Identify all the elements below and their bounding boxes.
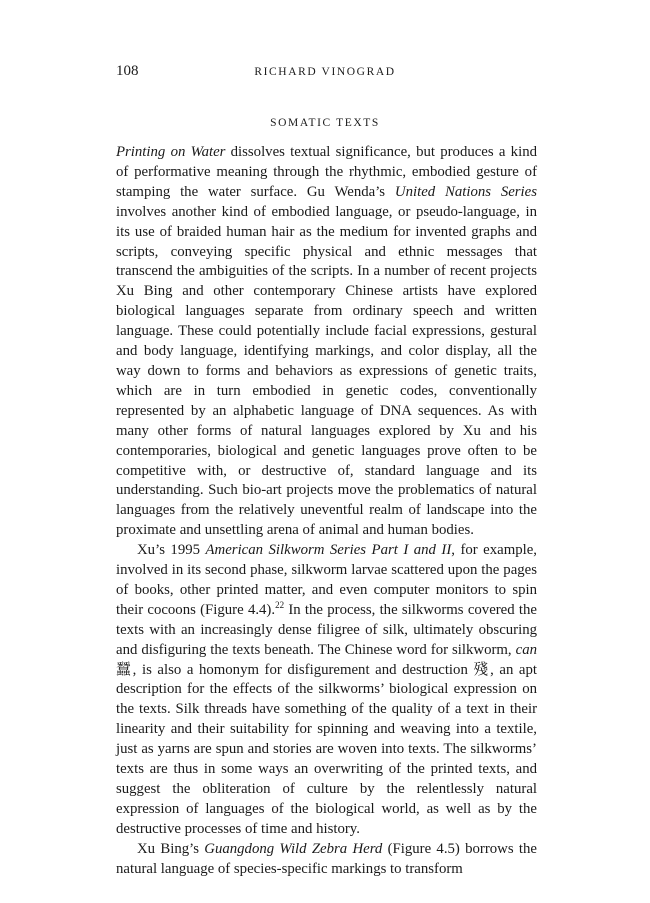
paragraph-text: (Figure 4.5) borrows the natural language of species-specific markings to transform bbox=[116, 840, 537, 877]
paragraph-text: , for example, involved in its second phase, silkworm larvae scattered upon the pages of books, other printed matter, and even computer monitors to spin their cocoons (Figure 4.4). bbox=[116, 542, 537, 618]
work-title: Guangdong Wild Zebra Herd bbox=[204, 840, 383, 857]
paragraph-text: 蠶, is also a homonym for disfigurement and destruction 殘, an apt description for the effects of the silkworms’ biological expression on the texts. Silk threads have something of the quality of a text in their linearity and their suitability for spinning and weaving into a textile, just as yarns are spun and stories are woven into texts. The silkworms’ texts are thus in some ways an overwriting of the printed texts, and suggest the obliteration of culture by the relentlessly natural expression of languages of the biological world, as well as by the destructive processes of time and history. bbox=[116, 661, 537, 837]
work-title: American Silkworm Series Part I and II bbox=[205, 542, 452, 559]
paragraph-text: Xu’s 1995 bbox=[137, 542, 206, 559]
romanized-term: can bbox=[515, 641, 537, 658]
paragraph-text: In the process, the silkworms covered the texts with an increasingly dense filigree of silk, ultimately obscuring and disfiguring the texts beneath. The Chinese word for silkworm, bbox=[116, 601, 537, 658]
page-number: 108 bbox=[116, 63, 139, 79]
paragraph-text: Xu Bing’s bbox=[137, 840, 205, 857]
section-title: SOMATIC TEXTS bbox=[270, 117, 380, 129]
body-text bbox=[116, 143, 537, 880]
running-head: RICHARD VINOGRAD bbox=[254, 66, 396, 78]
paragraph-1 bbox=[116, 143, 537, 541]
work-title: Printing on Water bbox=[116, 144, 226, 160]
paragraph-text: involves another kind of embodied language, or pseudo-language, in its use of braided human hair as the medium for invented graphs and scripts, conveying specific physical and ethnic messages that transcend the ambiguities of the scripts. In a number of recent projects Xu Bing and other contemporary Chinese artists have explored biological languages separate from ordinary speech and written language. These could potentially include facial expressions, gestural and body language, identifying markings, and color display, all the way down to forms and behaviors as expressions of genetic traits, which are in turn embodied in genetic codes, conventionally represented by an alphabetic language of DNA sequences. As with many other forms of natural languages explored by Xu and his contemporaries, biological and genetic languages prove often to be competitive with, or destructive of, standard language and its understanding. Such bio-art projects move the problematics of natural languages from the relatively uneventful realm of landscape into the proximate and unsettling arena of animal and human bodies. bbox=[116, 203, 537, 539]
paragraph-2 bbox=[116, 541, 537, 840]
footnote-marker: 22 bbox=[275, 599, 285, 610]
paragraph-3 bbox=[116, 840, 537, 880]
paragraph-text: dissolves textual significance, but produces a kind of performative meaning through the rhythmic, embodied gesture of stamping the water surface. Gu Wenda’s bbox=[116, 144, 537, 200]
work-title: United Nations Series bbox=[394, 183, 537, 200]
